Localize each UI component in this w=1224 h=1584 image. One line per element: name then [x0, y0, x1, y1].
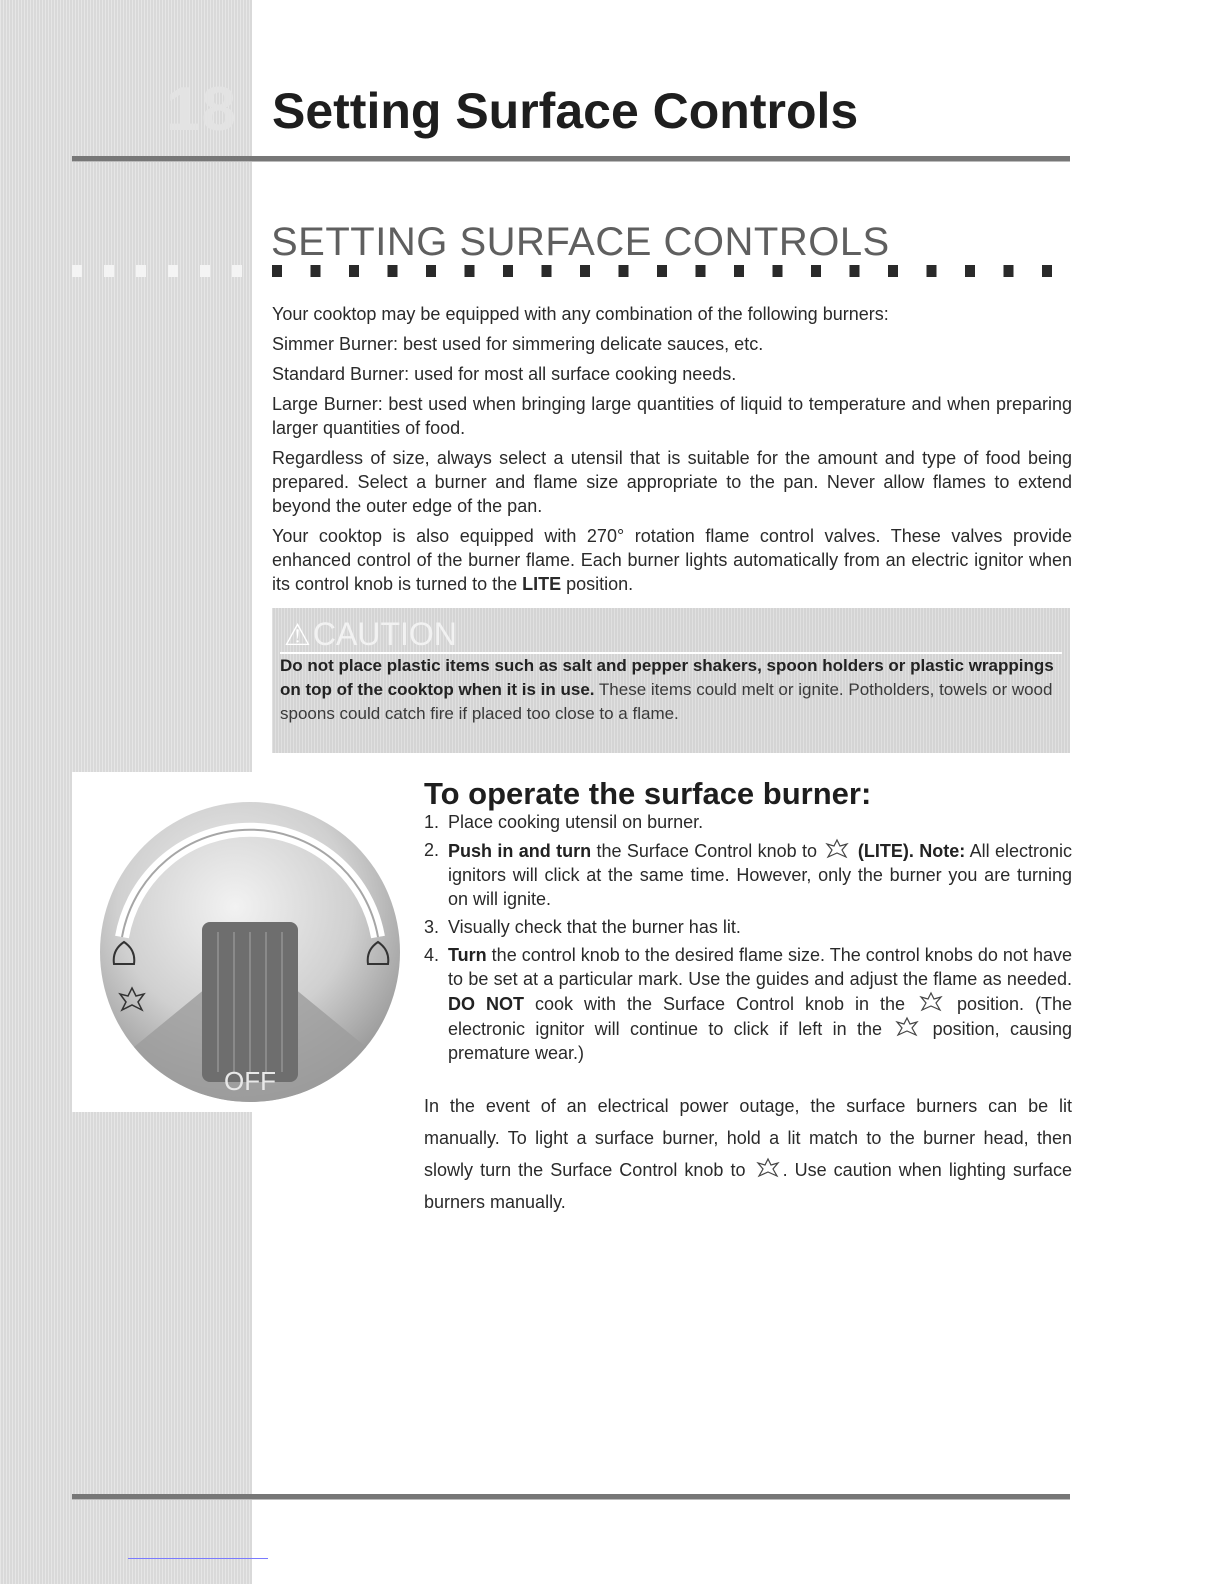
power-outage-paragraph: In the event of an electrical power outage, the surface burners can be lit manually. To light a surface burner, hold a lit match to the burner head, then slowly turn the Surface Control knob to . Use caution when lighting surface burners manually.	[424, 1096, 1073, 1212]
large-burner-text: Large Burner: best used when bringing large quantities of liquid to temperature and when preparing larger quantities of food.	[272, 394, 1072, 438]
control-knob-illustration	[72, 772, 422, 1112]
utensil-paragraph: Regardless of size, always select a utensil that is suitable for the amount and type of food being prepared. Select a burner and flame size appropriate to the pan. Never allow flames to extend beyond the outer edge of the pan.	[272, 448, 1072, 516]
knob-illustration-panel	[72, 772, 422, 1112]
top-divider	[72, 156, 1070, 162]
caution-title: ⚠CAUTION	[284, 616, 457, 652]
dotted-rule	[272, 265, 1072, 277]
steps-list	[424, 810, 1072, 1069]
caution-text: Do not place plastic items such as salt and pepper shakers, spoon holders or plastic wrappings on top of the cooktop when it is in use. These items could melt or ignite. Potholders, towels or wood spoons could catch fire if placed too close to a flame.	[280, 656, 1054, 723]
step-3: 3. Visually check that the burner has lit.	[424, 917, 741, 937]
chapter-title: Setting Surface Controls	[272, 83, 859, 139]
ignition-star-icon	[916, 991, 946, 1013]
standard-burner-text: Standard Burner: used for most all surface cooking needs.	[272, 364, 737, 384]
step-1: 1. Place cooking utensil on burner.	[424, 812, 704, 832]
step-4: 4. Turn the control knob to the desired flame size. The control knobs do not have to be set at a particular mark. Use the guides and adjust the flame as needed. DO NOT cook with the Surface Control knob in the position. (The electronic ignitor will continue to click if left in the position, causing premature wear.)	[424, 945, 1072, 1063]
caution-box	[272, 608, 1070, 753]
ignition-star-icon	[892, 1016, 922, 1038]
section-heading: SETTING SURFACE CONTROLS	[271, 220, 890, 264]
footer-link-underline	[128, 1558, 268, 1559]
ignition-star-icon	[822, 838, 852, 860]
ignition-star-icon	[753, 1157, 783, 1179]
intro-text	[272, 302, 1072, 602]
dotted-rule-sidebar	[72, 265, 242, 277]
valves-paragraph: Your cooktop is also equipped with 270° rotation flame control valves. These valves provide enhanced control of the burner flame. Each burner lights automatically from an electric ignitor when its control knob is turned to the LITE position.	[272, 526, 1072, 594]
page-number: 18	[166, 75, 237, 144]
bottom-divider	[72, 1494, 1070, 1500]
simmer-burner-text: Simmer Burner: best used for simmering delicate sauces, etc.	[272, 334, 764, 354]
warning-triangle-icon: ⚠	[284, 619, 311, 652]
knob-off-label: OFF	[224, 1066, 276, 1096]
lite-label: LITE	[522, 574, 562, 594]
intro-paragraph: Your cooktop may be equipped with any combination of the following burners:	[272, 304, 889, 324]
step-2: 2. Push in and turn the Surface Control knob to (LITE). Note: All electronic ignitors will click at the same time. However, only the burner you are turning on will ignite.	[424, 840, 1072, 909]
steps-heading: To operate the surface burner:	[424, 776, 872, 811]
